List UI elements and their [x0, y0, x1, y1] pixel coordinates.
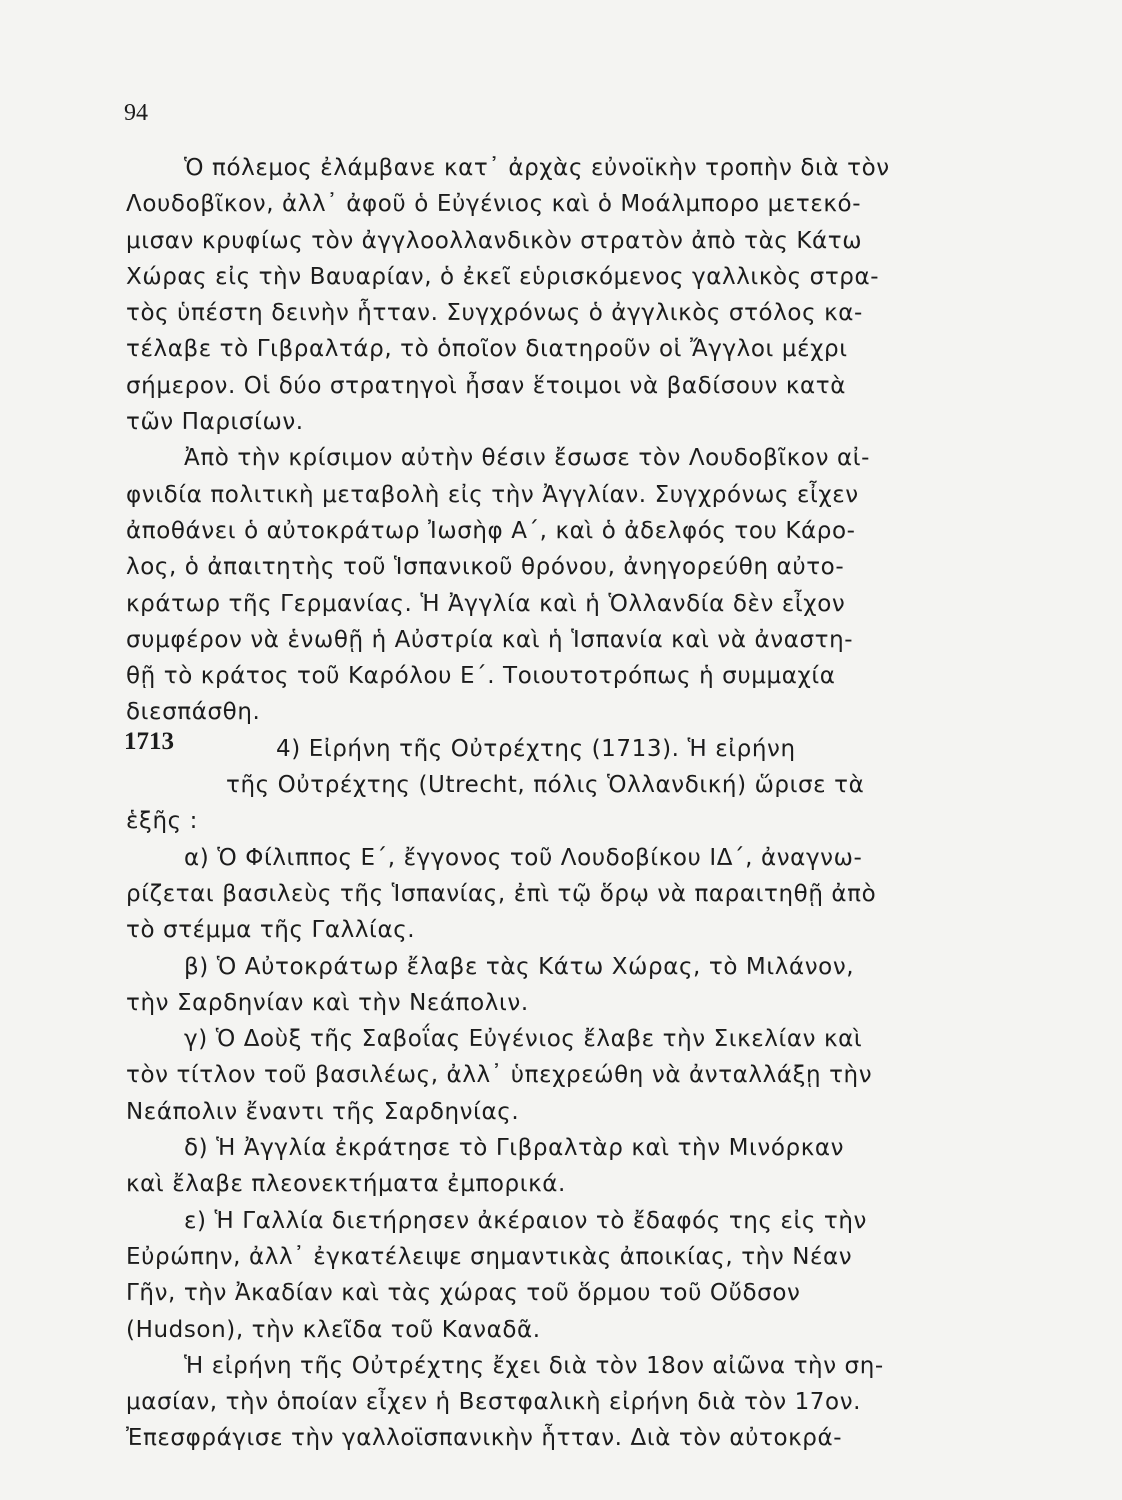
- body-text: [126, 150, 1086, 1457]
- list-item-line: β) Ὁ Αὐτοκράτωρ ἔλαβε τὰς Κάτω Χώρας, τὸ Μιλάνον,: [184, 953, 855, 980]
- text-line: (Hudson), τὴν κλεῖδα τοῦ Καναδᾶ.: [126, 1316, 541, 1343]
- list-item-line: α) Ὁ Φίλιππος Ε΄, ἔγγονος τοῦ Λουδοβίκου ΙΔ΄, ἀναγνω-: [184, 844, 863, 871]
- text-line: τέλαβε τὸ Γιβραλτάρ, τὸ ὁποῖον διατηροῦν οἱ Ἄγγλοι μέχρι: [126, 336, 848, 363]
- text-line: Νεάπολιν ἔναντι τῆς Σαρδηνίας.: [126, 1098, 520, 1125]
- text-line: θῇ τὸ κράτος τοῦ Καρόλου Ε΄. Τοιουτοτρόπως ἡ συμμαχία: [126, 663, 836, 690]
- text-line: τὸ στέμμα τῆς Γαλλίας.: [126, 917, 416, 944]
- list-item-line: ε) Ἡ Γαλλία διετήρησεν ἀκέραιον τὸ ἔδαφός της εἰς τὴν: [184, 1207, 867, 1234]
- text-line: τὴν Σαρδηνίαν καὶ τὴν Νεάπολιν.: [126, 989, 529, 1016]
- list-item-line: δ) Ἡ Ἀγγλία ἐκράτησε τὸ Γιβραλτὰρ καὶ τὴν Μινόρκαν: [184, 1135, 845, 1162]
- text-line: τὸς ὑπέστη δεινὴν ἧτταν. Συγχρόνως ὁ ἀγγλικὸς στόλος κα-: [126, 300, 863, 327]
- text-line: ρίζεται βασιλεὺς τῆς Ἱσπανίας, ἐπὶ τῷ ὅρῳ νὰ παραιτηθῇ ἀπὸ: [126, 880, 877, 907]
- text-line: τὸν τίτλον τοῦ βασιλέως, ἀλλ᾽ ὑπεχρεώθη νὰ ἀνταλλάξῃ τὴν: [126, 1062, 873, 1089]
- text-line: μισαν κρυφίως τὸν ἀγγλοολλανδικὸν στρατὸν ἀπὸ τὰς Κάτω: [126, 227, 863, 254]
- page-number: 94: [124, 100, 148, 126]
- text-line: καὶ ἔλαβε πλεονεκτήματα ἐμπορικά.: [126, 1171, 566, 1198]
- text-line: φνιδία πολιτικὴ μεταβολὴ εἰς τὴν Ἀγγλίαν. Συγχρόνως εἶχεν: [126, 481, 859, 508]
- text-line: Εὐρώπην, ἀλλ᾽ ἐγκατέλειψε σημαντικὰς ἀποικίας, τὴν Νέαν: [126, 1243, 853, 1270]
- text-line: Ἡ εἰρήνη τῆς Οὐτρέχτης ἔχει διὰ τὸν 18ον αἰῶνα τὴν ση-: [184, 1352, 884, 1379]
- text-line: Ἐπεσφράγισε τὴν γαλλοϊσπανικὴν ἧτταν. Διὰ τὸν αὐτοκρά-: [126, 1425, 843, 1452]
- text-line: τῆς Οὐτρέχτης (Utrecht, πόλις Ὁλλανδική) ὥρισε τὰ: [226, 772, 865, 799]
- text-line: μασίαν, τὴν ὁποίαν εἶχεν ἡ Βεστφαλικὴ εἰρήνη διὰ τὸν 17ον.: [126, 1389, 862, 1416]
- margin-year-note: 1713: [124, 728, 174, 755]
- text-line: Ἀπὸ τὴν κρίσιμον αὐτὴν θέσιν ἔσωσε τὸν Λουδοβῖκον αἰ-: [184, 445, 870, 472]
- text-line: Γῆν, τὴν Ἀκαδίαν καὶ τὰς χώρας τοῦ ὅρμου τοῦ Οὔδσον: [126, 1280, 801, 1307]
- text-line: τῶν Παρισίων.: [126, 409, 304, 436]
- text-line: Χώρας εἰς τὴν Βαυαρίαν, ὁ ἐκεῖ εὑρισκόμενος γαλλικὸς στρα-: [126, 263, 880, 290]
- text-line: ἀποθάνει ὁ αὐτοκράτωρ Ἰωσὴφ Α΄, καὶ ὁ ἀδελφός του Κάρο-: [126, 517, 856, 544]
- section-heading-line: 4) Εἰρήνη τῆς Οὐτρέχτης (1713). Ἡ εἰρήνη: [276, 735, 796, 762]
- text-line: σήμερον. Οἱ δύο στρατηγοὶ ἦσαν ἕτοιμοι νὰ βαδίσουν κατὰ: [126, 372, 846, 399]
- text-line: Λουδοβῖκον, ἀλλ᾽ ἀφοῦ ὁ Εὐγένιος καὶ ὁ Μοάλμπορο μετεκό-: [126, 191, 862, 218]
- list-item-line: γ) Ὁ Δοὺξ τῆς Σαβοΐας Εὐγένιος ἔλαβε τὴν Σικελίαν καὶ: [184, 1026, 863, 1053]
- text-line: λος, ὁ ἀπαιτητὴς τοῦ Ἱσπανικοῦ θρόνου, ἀνηγορεύθη αὐτο-: [126, 554, 845, 581]
- text-line: διεσπάσθη.: [126, 699, 261, 726]
- text-line: Ὁ πόλεμος ἐλάμβανε κατ᾽ ἀρχὰς εὐνοϊκὴν τροπὴν διὰ τὸν: [184, 155, 890, 181]
- text-line: κράτωρ τῆς Γερμανίας. Ἡ Ἀγγλία καὶ ἡ Ὁλλανδία δὲν εἶχον: [126, 590, 846, 617]
- text-line: ἑξῆς :: [126, 808, 198, 835]
- text-line: συμφέρον νὰ ἑνωθῇ ἡ Αὐστρία καὶ ἡ Ἱσπανία καὶ νὰ ἀναστη-: [126, 626, 854, 653]
